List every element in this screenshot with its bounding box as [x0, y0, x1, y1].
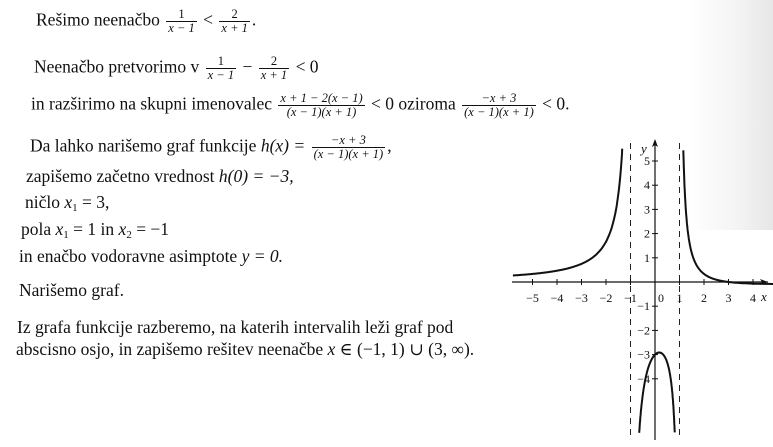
problem-intro-text: Rešimo neenačbo: [36, 9, 160, 30]
y-tick-label: 5: [644, 154, 650, 168]
x-tick-label: 2: [701, 291, 707, 305]
y-tick-label: −3: [637, 347, 650, 362]
fraction-two-over-x-plus-1: $\frac{2}{x + 1}$: [221, 7, 248, 35]
y-tick-label: 2: [644, 226, 650, 241]
fraction-one-over-x-minus-1: $\frac{1}{x - 1}$: [207, 54, 235, 82]
y-tick-label: −1: [637, 299, 650, 314]
x-tick-label: −3: [575, 291, 588, 305]
y-tick-label: 1: [644, 250, 650, 265]
y-tick-label: −2: [637, 323, 650, 338]
line-horizontal-asymptote: in enačbo vodoravne asimptote y = 0.: [19, 246, 284, 266]
line-common-denominator: in razširimo na skupni imenovalec $\frac{x + 1 - 2(x - 1)}{(x - 1)(x + 1)}$ < 0 oziroma $\frac{-x + 3}{(x - 1)(x + 1)}$ < 0.: [31, 91, 570, 119]
curve-branch-right: [683, 150, 773, 284]
fraction-one-over-x-minus-1: $\frac{1}{x - 1}$: [168, 7, 195, 35]
curve-branch-middle: [639, 353, 675, 433]
fraction-simplified: $\frac{-x + 3}{(x - 1)(x + 1)}$: [464, 91, 534, 119]
y-tick-label: 3: [644, 202, 650, 217]
x-tick-label: −1: [624, 291, 637, 305]
x-tick-label: −4: [550, 291, 564, 305]
y-tick-label: −4: [637, 371, 650, 386]
fraction-two-over-x-plus-1: $\frac{2}{x + 1}$: [260, 54, 288, 82]
x-tick-label: −2: [599, 291, 613, 305]
line-function-definition: Da lahko narišemo graf funkcije h(x) = $\frac{-x + 3}{(x - 1)(x + 1)}$ ,: [30, 133, 392, 161]
y-tick-label: 4: [644, 178, 650, 193]
x-tick-label: 1: [676, 291, 683, 305]
fraction-combined: $\frac{x + 1 - 2(x - 1)}{(x - 1)(x + 1)}$: [280, 91, 363, 119]
line-zero: ničlo $x_1 = 3$,: [25, 192, 110, 214]
line-poles: pola $x_1 = 1$ in $x_2 = -1$: [21, 219, 170, 241]
line-read-from-graph: Iz grafa funkcije razberemo, na katerih intervalih leži graf pod: [17, 317, 454, 337]
line-problem-statement: Rešimo neenačbo $\frac{1}{x - 1}$ < $\frac{2}{x + 1}$ .: [36, 7, 257, 35]
curve-branch-left: [513, 149, 622, 276]
y-axis-label: y: [641, 141, 647, 156]
x-tick-label: −5: [526, 291, 539, 305]
line-initial-value: zapišemo začetno vrednost h(0) = −3,: [26, 166, 294, 186]
line-solution: abscisno osjo, in zapišemo rešitev neenačbe x ∈ (−1, 1) ∪ (3, ∞).: [16, 339, 475, 359]
x-axis-label: x: [761, 289, 767, 304]
fraction-h-of-x: $\frac{-x + 3}{(x - 1)(x + 1)}$: [313, 133, 384, 161]
x-tick-label: 4: [750, 291, 756, 305]
line-transform: Neenačbo pretvorimo v $\frac{1}{x - 1}$ − $\frac{2}{x + 1}$ < 0: [34, 54, 319, 82]
x-tick-label: 3: [725, 291, 732, 305]
axes: [512, 139, 768, 440]
line-draw-graph: Narišemo graf.: [19, 280, 124, 300]
x-tick-label: 0: [658, 291, 664, 305]
